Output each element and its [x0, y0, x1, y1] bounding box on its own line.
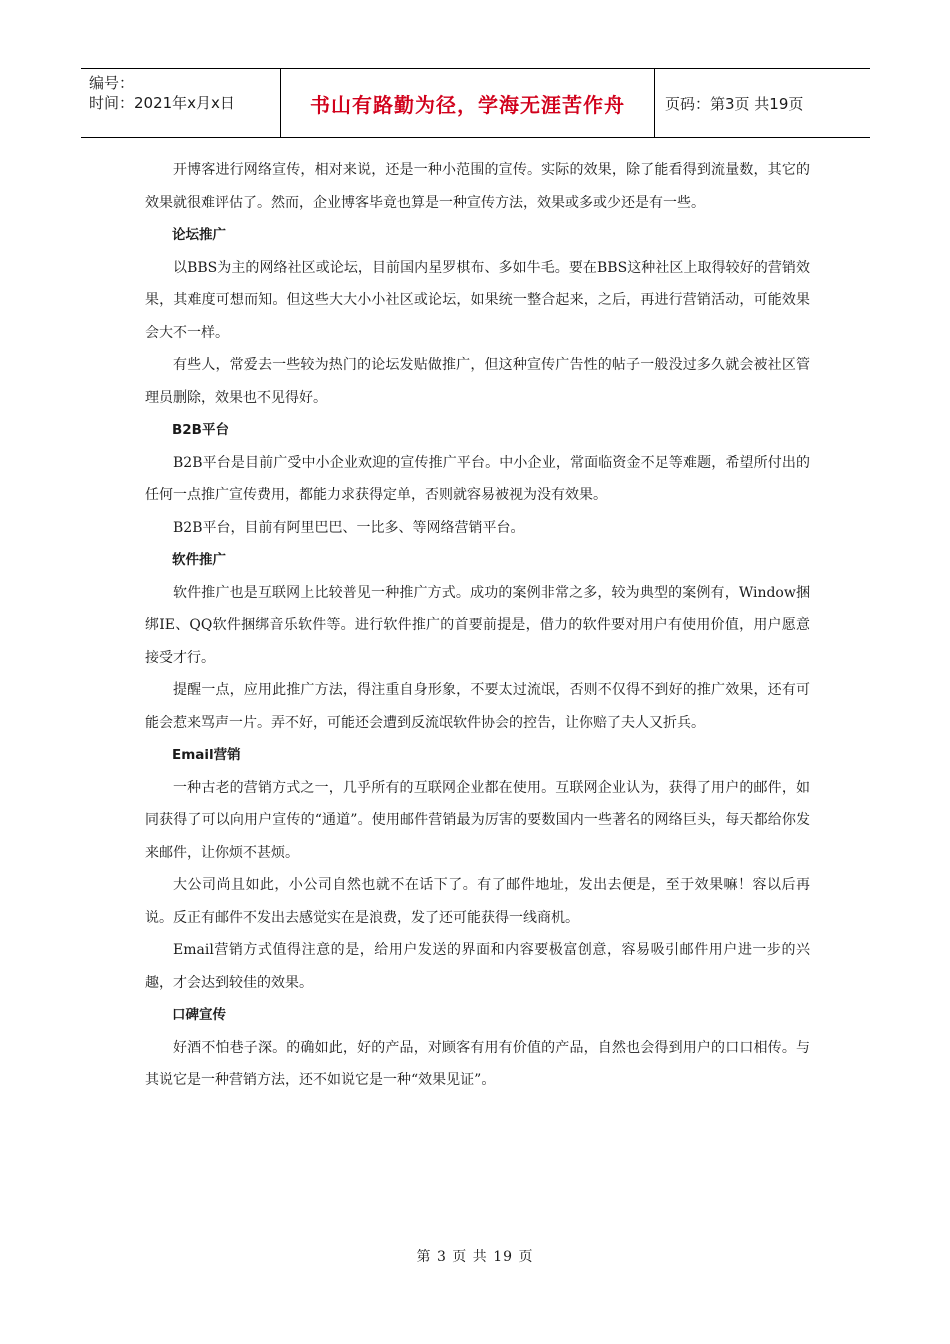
header-page-info: 页码：第3页 共19页	[665, 94, 804, 113]
page-footer: 第 3 页 共 19 页	[416, 1249, 534, 1265]
section-heading: B2B平台	[172, 422, 229, 438]
section-heading: Email营销	[172, 747, 241, 763]
section-heading: 论坛推广	[172, 227, 226, 243]
document-body	[145, 154, 810, 1097]
header-meta	[81, 69, 281, 137]
paragraph: 有些人，常爱去一些较为热门的论坛发贴做推广，但这种宣传广告性的帖子一般没过多久就会被社区管理员删除，效果也不见得好。	[145, 357, 810, 406]
paragraph: B2B平台是目前广受中小企业欢迎的宣传推广平台。中小企业，常面临资金不足等难题，希望所付出的任何一点推广宣传费用，都能力求获得定单，否则就容易被视为没有效果。	[145, 454, 810, 503]
paragraph: 以BBS为主的网络社区或论坛，目前国内星罗棋布、多如牛毛。要在BBS这种社区上取得较好的营销效果，其难度可想而知。但这些大大小小社区或论坛，如果统一整合起来，之后，再进行营销活动，可能效果会大不一样。	[145, 259, 810, 341]
section-heading: 软件推广	[172, 552, 226, 568]
paragraph: B2B平台，目前有阿里巴巴、一比多、等网络营销平台。	[173, 519, 525, 536]
paragraph: 开博客进行网络宣传，相对来说，还是一种小范围的宣传。实际的效果，除了能看得到流量数，其它的效果就很难评估了。然而，企业博客毕竟也算是一种宣传方法，效果或多或少还是有一些。	[145, 162, 810, 211]
number-label: 编号：	[89, 74, 135, 92]
paragraph: 一种古老的营销方式之一，几乎所有的互联网企业都在使用。互联网企业认为，获得了用户的邮件，如同获得了可以向用户宣传的“通道”。使用邮件营销最为厉害的要数国内一些著名的网络巨头，每天都给你发来邮件，让你烦不甚烦。	[145, 779, 810, 861]
header-motto: 书山有路勤为径，学海无涯苦作舟	[281, 69, 655, 137]
paragraph: 好酒不怕巷子深。的确如此，好的产品，对顾客有用有价值的产品，自然也会得到用户的口口相传。与其说它是一种营销方法，还不如说它是一种“效果见证”。	[145, 1039, 810, 1088]
paragraph: 大公司尚且如此，小公司自然也就不在话下了。有了邮件地址，发出去便是，至于效果嘛！容以后再说。反正有邮件不发出去感觉实在是浪费，发了还可能获得一线商机。	[145, 877, 810, 926]
paragraph: 提醒一点，应用此推广方法，得注重自身形象，不要太过流氓，否则不仅得不到好的推广效果，还有可能会惹来骂声一片。弄不好，可能还会遭到反流氓软件协会的控告，让你赔了夫人又折兵。	[145, 682, 810, 731]
paragraph: 软件推广也是互联网上比较普见一种推广方式。成功的案例非常之多，较为典型的案例有，Window捆绑IE、QQ软件捆绑音乐软件等。进行软件推广的首要前提是，借力的软件要对用户有使用价值，用户愿意接受才行。	[145, 584, 810, 666]
paragraph: Email营销方式值得注意的是，给用户发送的界面和内容要极富创意，容易吸引邮件用户进一步的兴趣，才会达到较佳的效果。	[145, 942, 810, 991]
time-label: 时间：2021年x月x日	[89, 94, 235, 112]
document-header	[81, 68, 870, 138]
section-heading: 口碑宣传	[172, 1007, 226, 1023]
